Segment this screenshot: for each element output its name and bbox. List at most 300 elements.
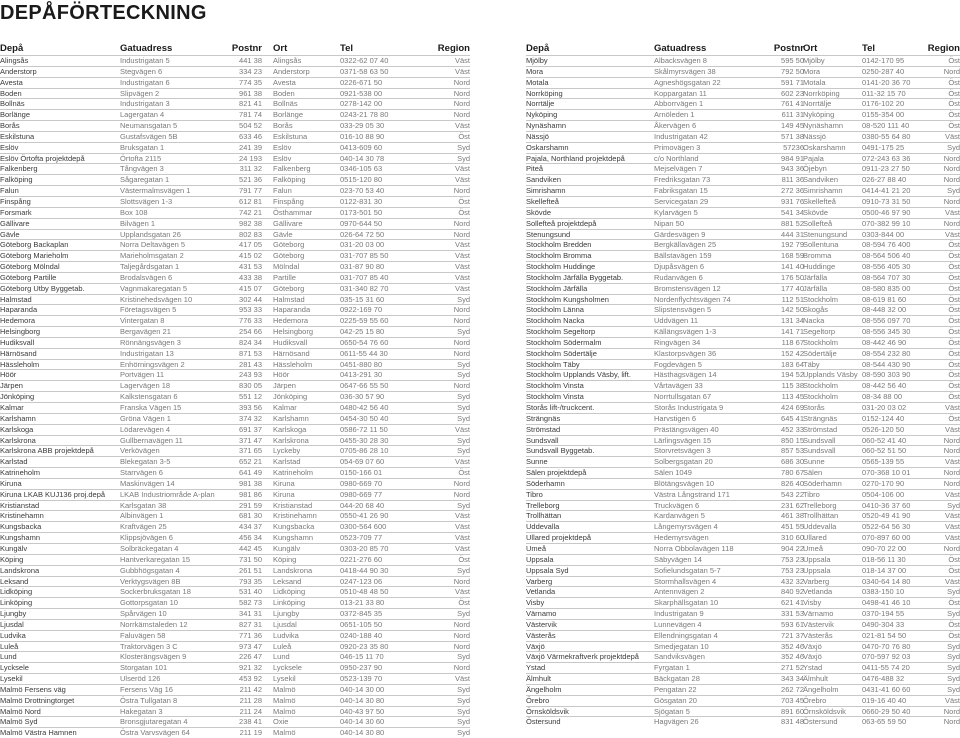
cell-tel: 0651-105 50	[340, 619, 383, 629]
table-row	[0, 66, 470, 77]
cell-depa: Haparanda	[0, 305, 38, 315]
cell-tel: 0322-62 07 40	[340, 56, 389, 65]
cell-tel: 0550-41 26 90	[340, 511, 389, 521]
cell-region: Väst	[454, 283, 470, 293]
cell-tel: 0705-86 28 10	[340, 446, 389, 456]
cell-postnr: 57236	[783, 142, 804, 152]
table-row	[0, 283, 470, 294]
cell-region: Nord	[453, 218, 470, 228]
cell-postnr: 433 38	[239, 272, 262, 282]
cell-depa: Katrineholm	[0, 468, 41, 478]
cell-region: Öst	[948, 598, 960, 608]
cell-tel: 0480-42 56 40	[340, 403, 389, 412]
cell-ort: Finspång	[273, 196, 304, 206]
cell-postnr: 593 61	[781, 619, 804, 629]
cell-gatuadress: Maskinvägen 14	[120, 478, 175, 488]
cell-depa: Västerås	[526, 630, 556, 640]
cell-depa: Kiruna LKAB KUJ136 proj.depå	[0, 489, 106, 499]
cell-ort: Östhammar	[273, 207, 313, 217]
cell-postnr: 571 38	[781, 131, 804, 141]
cell-region: Väst	[944, 207, 960, 217]
cell-depa: Göteborg Mölndal	[0, 262, 60, 272]
cell-postnr: 504 52	[239, 121, 262, 131]
cell-region: Syd	[457, 327, 470, 337]
cell-postnr: 780 67	[781, 468, 804, 478]
cell-ort: Örnsköldsvik	[803, 706, 846, 716]
table-row	[526, 662, 960, 673]
cell-region: Syd	[457, 565, 470, 575]
cell-ort: Örebro	[803, 695, 827, 705]
cell-postnr: 761 41	[781, 99, 804, 109]
cell-postnr: 943 36	[781, 164, 804, 174]
cell-ort: Trollhättan	[803, 511, 839, 521]
cell-gatuadress: Hästhagsvägen 14	[654, 370, 717, 380]
cell-depa: Stockholm Huddinge	[526, 262, 596, 272]
cell-tel: 08-442 56 40	[862, 381, 907, 391]
cell-region: Väst	[944, 424, 960, 434]
cell-ort: Gävle	[273, 229, 293, 239]
cell-depa: Kristinehamn	[0, 511, 44, 521]
cell-postnr: 444 31	[781, 229, 804, 239]
cell-region: Nord	[453, 229, 470, 239]
cell-gatuadress: Sockerbruksgatan 18	[120, 587, 191, 597]
cell-ort: Malmö	[273, 695, 296, 705]
cell-gatuadress: Nipan 50	[654, 218, 685, 228]
table-row	[0, 727, 470, 738]
cell-depa: Järpen	[0, 381, 23, 391]
cell-postnr: 774 35	[239, 77, 262, 87]
table-row	[0, 185, 470, 196]
table-row	[526, 239, 960, 250]
cell-tel: 08-556 097 70	[862, 316, 911, 326]
table-row	[0, 706, 470, 717]
cell-tel: 0141-20 36 70	[862, 77, 911, 87]
cell-depa: Oskarshamn	[526, 142, 569, 152]
table-row	[0, 109, 470, 120]
table-row	[526, 565, 960, 576]
cell-ort: Eslöv	[273, 153, 292, 163]
header-ort: Ort	[273, 43, 288, 54]
cell-ort: Falun	[273, 186, 292, 196]
cell-postnr: 331 53	[781, 609, 804, 619]
cell-ort: Jönköping	[273, 392, 308, 402]
cell-postnr: 374 32	[239, 413, 262, 423]
cell-tel: 0565-139 55	[862, 457, 905, 467]
cell-postnr: 393 56	[239, 403, 262, 412]
table-row	[526, 359, 960, 370]
cell-ort: Järfälla	[803, 272, 828, 282]
cell-gatuadress: Örtofta 2115	[120, 153, 162, 163]
table-row	[0, 445, 470, 456]
cell-tel: 070-597 92 03	[862, 652, 911, 662]
cell-tel: 0250-287 40	[862, 66, 905, 76]
cell-region: Väst	[454, 533, 470, 543]
cell-postnr: 115 38	[781, 381, 804, 391]
cell-tel: 013-21 33 80	[340, 598, 385, 608]
cell-region: Öst	[948, 316, 960, 326]
cell-tel: 0526-120 50	[862, 424, 905, 434]
cell-tel: 026-27 88 40	[862, 175, 907, 185]
cell-ort: Skogås	[803, 305, 829, 315]
cell-gatuadress: Verktygsvägen 8B	[120, 576, 181, 586]
table-row	[526, 109, 960, 120]
cell-gatuadress: Gullbernavägen 11	[120, 435, 183, 445]
cell-ort: Karlskrona	[273, 435, 309, 445]
cell-region: Öst	[458, 598, 470, 608]
cell-depa: Luleå	[0, 641, 19, 651]
cell-gatuadress: Blekegatan 3-5	[120, 457, 171, 467]
cell-postnr: 211 42	[239, 684, 262, 694]
cell-postnr: 802 83	[239, 229, 262, 239]
cell-tel: 0225-59 55 60	[340, 316, 389, 326]
cell-ort: Skellefteå	[803, 196, 836, 206]
cell-ort: Malmö	[273, 706, 296, 716]
cell-ort: Göteborg	[273, 240, 305, 250]
cell-postnr: 451 55	[781, 522, 804, 532]
table-row	[0, 467, 470, 478]
cell-region: Väst	[454, 240, 470, 250]
cell-depa: Sunne	[526, 457, 548, 467]
cell-ort: Mora	[803, 66, 821, 76]
table-row	[526, 500, 960, 511]
cell-depa: Höör	[0, 370, 17, 380]
cell-region: Öst	[948, 294, 960, 304]
cell-ort: Kiruna	[273, 478, 295, 488]
cell-tel: 0504-106 00	[862, 489, 905, 499]
cell-postnr: 241 39	[239, 142, 262, 152]
table-row	[526, 207, 960, 218]
cell-ort: Karlshamn	[273, 413, 309, 423]
cell-postnr: 904 22	[781, 543, 804, 553]
cell-ort: Sundsvall	[803, 435, 836, 445]
cell-ort: Malmö	[273, 728, 296, 738]
cell-ort: Uddevalla	[803, 522, 837, 532]
table-row	[526, 586, 960, 597]
cell-gatuadress: Sågaregatan 1	[120, 175, 170, 185]
cell-postnr: 343 34	[781, 674, 804, 684]
cell-postnr: 602 23	[781, 88, 804, 98]
cell-depa: Växjö	[526, 641, 545, 651]
cell-depa: Borlänge	[0, 110, 31, 120]
table-row	[0, 662, 470, 673]
cell-postnr: 238 41	[239, 717, 262, 727]
table-row	[0, 402, 470, 413]
cell-depa: Stockholm Kungsholmen	[526, 294, 609, 304]
cell-ort: Anderstorp	[273, 66, 310, 76]
table-row	[0, 239, 470, 250]
cell-gatuadress: Solbergsgatan 20	[654, 457, 713, 467]
cell-gatuadress: Säbyvägen 14	[654, 554, 702, 564]
cell-tel: 0176-102 20	[862, 99, 905, 109]
cell-depa: Simrishamn	[526, 186, 566, 196]
table-row	[526, 196, 960, 207]
cell-region: Syd	[457, 153, 470, 163]
table-row	[526, 554, 960, 565]
cell-ort: Kiruna	[273, 489, 295, 499]
cell-postnr: 645 41	[781, 413, 804, 423]
cell-depa: Storås lift-/truckcent.	[526, 403, 595, 412]
cell-gatuadress: Rudanvägen 6	[654, 272, 703, 282]
cell-ort: Nacka	[803, 316, 825, 326]
cell-gatuadress: Norrkämstaleden 12	[120, 619, 188, 629]
cell-ort: Gällivare	[273, 218, 303, 228]
cell-region: Syd	[457, 294, 470, 304]
cell-depa: Ystad	[526, 663, 546, 673]
cell-ort: Järpen	[273, 381, 296, 391]
cell-region: Väst	[944, 522, 960, 532]
cell-postnr: 371 47	[239, 435, 262, 445]
cell-region: Öst	[948, 251, 960, 261]
cell-region: Öst	[948, 305, 960, 315]
cell-tel: 0346-105 63	[340, 164, 383, 174]
cell-region: Nord	[943, 706, 960, 716]
cell-region: Syd	[947, 641, 960, 651]
cell-postnr: 118 67	[781, 337, 804, 347]
cell-depa: Hässleholm	[0, 359, 40, 369]
cell-ort: Upplands Väsby	[803, 370, 858, 380]
table-row	[0, 294, 470, 305]
depot-table-left	[0, 43, 470, 738]
cell-postnr: 953 33	[239, 305, 262, 315]
cell-gatuadress: Pengatan 22	[654, 684, 697, 694]
cell-gatuadress: Djupåsvägen 6	[654, 262, 705, 272]
cell-postnr: 149 45	[781, 121, 804, 131]
cell-depa: Ängelholm	[526, 684, 562, 694]
cell-postnr: 243 93	[239, 370, 262, 380]
table-row	[526, 304, 960, 315]
cell-postnr: 543 22	[781, 489, 804, 499]
cell-postnr: 431 53	[239, 262, 262, 272]
header-region: Region	[927, 43, 960, 54]
cell-region: Syd	[947, 186, 960, 196]
table-row	[526, 391, 960, 402]
cell-tel: 031-20 03 00	[340, 240, 385, 250]
cell-postnr: 826 40	[781, 478, 804, 488]
cell-tel: 070-368 10 01	[862, 468, 911, 478]
cell-postnr: 281 43	[239, 359, 262, 369]
cell-postnr: 881 52	[781, 218, 804, 228]
cell-ort: Falköping	[273, 175, 306, 185]
table-row	[526, 174, 960, 185]
cell-ort: Visby	[803, 598, 822, 608]
cell-gatuadress: Ellendningsgatan 4	[654, 630, 718, 640]
table-row	[526, 142, 960, 153]
cell-depa: Sollefteå projektdepå	[526, 218, 597, 228]
cell-region: Öst	[948, 88, 960, 98]
table-row	[526, 402, 960, 413]
cell-region: Syd	[457, 652, 470, 662]
cell-ort: Trelleborg	[803, 500, 837, 510]
table-row	[526, 608, 960, 619]
cell-region: Öst	[948, 392, 960, 402]
cell-region: Nord	[453, 337, 470, 347]
cell-postnr: 691 37	[239, 424, 262, 434]
cell-gatuadress: Sjögatan 5	[654, 706, 690, 716]
cell-postnr: 961 38	[239, 88, 262, 98]
cell-tel: 0476-488 32	[862, 674, 905, 684]
cell-postnr: 453 92	[239, 674, 262, 684]
cell-postnr: 731 50	[239, 554, 262, 564]
cell-depa: Gällivare	[0, 218, 30, 228]
table-row	[0, 196, 470, 207]
cell-postnr: 531 40	[239, 587, 262, 597]
cell-tel: 0150-166 01	[340, 468, 383, 478]
cell-postnr: 192 79	[781, 240, 804, 250]
cell-ort: Sälen	[803, 468, 823, 478]
cell-postnr: 831 48	[781, 717, 804, 727]
cell-gatuadress: Storgatan 101	[120, 663, 168, 673]
table-row	[526, 120, 960, 131]
table-row	[526, 619, 960, 630]
cell-gatuadress: Albinvägen 1	[120, 511, 164, 521]
cell-gatuadress: Fersens Väg 16	[120, 684, 173, 694]
table-row	[526, 445, 960, 456]
cell-region: Syd	[457, 446, 470, 456]
table-row	[526, 185, 960, 196]
cell-depa: Göteborg Utby Byggetab.	[0, 283, 85, 293]
cell-gatuadress: Bergavägen 21	[120, 327, 171, 337]
cell-ort: Avesta	[273, 77, 296, 87]
cell-gatuadress: Vagnmakaregatan 5	[120, 283, 187, 293]
cell-gatuadress: Gustafsvägen 5B	[120, 131, 178, 141]
cell-postnr: 827 31	[239, 619, 262, 629]
cell-region: Öst	[948, 630, 960, 640]
cell-ort: Järfälla	[803, 283, 828, 293]
cell-ort: Lund	[273, 652, 290, 662]
table-row	[0, 218, 470, 229]
table-row	[526, 456, 960, 467]
cell-region: Öst	[458, 468, 470, 478]
cell-region: Öst	[948, 262, 960, 272]
table-row	[0, 369, 470, 380]
cell-tel: 0523-139 70	[340, 674, 383, 684]
table-row	[0, 695, 470, 706]
cell-tel: 0980-669 70	[340, 478, 383, 488]
table-row	[526, 413, 960, 424]
cell-postnr: 334 23	[239, 66, 262, 76]
cell-region: Syd	[457, 392, 470, 402]
cell-gatuadress: Gubbhögsgatan 4	[120, 565, 180, 575]
cell-depa: Falun	[0, 186, 19, 196]
cell-gatuadress: Långemyrsvägen 4	[654, 522, 718, 532]
cell-postnr: 681 30	[239, 511, 262, 521]
cell-gatuadress: Industrigatan 9	[654, 609, 704, 619]
cell-depa: Stockholm Nacka	[526, 316, 585, 326]
cell-gatuadress: Brodalsvägen 6	[120, 272, 173, 282]
cell-postnr: 742 21	[239, 207, 262, 217]
cell-gatuadress: Primovägen 3	[654, 142, 701, 152]
cell-gatuadress: Hakegatan 3	[120, 706, 163, 716]
cell-ort: Halmstad	[273, 294, 305, 304]
cell-tel: 031-707 85 40	[340, 272, 389, 282]
cell-tel: 0380-55 64 80	[862, 131, 911, 141]
cell-region: Nord	[453, 99, 470, 109]
cell-gatuadress: Källängsvägen 1-3	[654, 327, 717, 337]
cell-ort: Öjebyn	[803, 164, 827, 174]
cell-gatuadress: Solbräckegatan 4	[120, 543, 179, 553]
cell-ort: Göteborg	[273, 283, 305, 293]
cell-region: Öst	[458, 196, 470, 206]
cell-gatuadress: Ringvägen 34	[654, 337, 701, 347]
cell-tel: 036-30 57 90	[340, 392, 385, 402]
cell-gatuadress: Starrvägen 6	[120, 468, 163, 478]
cell-tel: 0142-170 95	[862, 56, 905, 65]
cell-ort: Hedemora	[273, 316, 309, 326]
cell-region: Väst	[454, 251, 470, 261]
cell-gatuadress: Fogdevägen 5	[654, 359, 702, 369]
cell-ort: Motala	[803, 77, 826, 87]
cell-tel: 0454-30 50 40	[340, 413, 389, 423]
cell-postnr: 341 31	[239, 609, 262, 619]
cell-tel: 070-382 99 10	[862, 218, 911, 228]
table-row	[0, 576, 470, 587]
cell-ort: Pajala	[803, 153, 824, 163]
cell-ort: Sunne	[803, 457, 825, 467]
cell-ort: Mjölby	[803, 56, 825, 65]
table-row	[0, 489, 470, 500]
cell-depa: Landskrona	[0, 565, 40, 575]
table-row	[0, 424, 470, 435]
cell-depa: Halmstad	[0, 294, 32, 304]
cell-ort: Värnamo	[803, 609, 834, 619]
cell-depa: Karlshamn	[0, 413, 36, 423]
cell-depa: Gävle	[0, 229, 20, 239]
cell-gatuadress: Fabriksgatan 15	[654, 186, 708, 196]
cell-depa: Örnsköldsvik	[526, 706, 569, 716]
cell-postnr: 611 31	[781, 110, 804, 120]
cell-depa: Stockholm Länna	[526, 305, 584, 315]
cell-postnr: 973 47	[239, 641, 262, 651]
cell-tel: 0500-46 97 90	[862, 207, 911, 217]
table-row	[0, 619, 470, 630]
cell-region: Syd	[947, 684, 960, 694]
cell-region: Väst	[454, 587, 470, 597]
table-row	[526, 283, 960, 294]
cell-ort: Landskrona	[273, 565, 313, 575]
table-row	[0, 391, 470, 402]
cell-postnr: 211 24	[239, 706, 262, 716]
cell-gatuadress: Bruksgatan 1	[120, 142, 165, 152]
cell-ort: Stockholm	[803, 294, 839, 304]
cell-region: Väst	[944, 511, 960, 521]
cell-gatuadress: Kristinehedsvägen 10	[120, 294, 193, 304]
cell-depa: Nässjö	[526, 131, 549, 141]
cell-region: Syd	[457, 695, 470, 705]
table-body	[0, 55, 470, 738]
table-row	[526, 510, 960, 521]
cell-tel: 08-564 707 30	[862, 272, 911, 282]
cell-tel: 0980-669 77	[340, 489, 383, 499]
cell-postnr: 633 46	[239, 131, 262, 141]
cell-region: Syd	[947, 652, 960, 662]
cell-tel: 0470-70 76 80	[862, 641, 911, 651]
cell-depa: Sandviken	[526, 175, 562, 185]
cell-ort: Strömstad	[803, 424, 838, 434]
cell-tel: 040-14 30 80	[340, 695, 385, 705]
cell-gatuadress: Norra Deltavägen 5	[120, 240, 186, 250]
cell-ort: Kungshamn	[273, 533, 314, 543]
cell-region: Syd	[457, 435, 470, 445]
cell-region: Nord	[943, 66, 960, 76]
table-row	[526, 272, 960, 283]
cell-gatuadress: Faluvägen 58	[120, 630, 166, 640]
cell-tel: 0243-21 78 80	[340, 110, 389, 120]
cell-postnr: 791 77	[239, 186, 262, 196]
cell-tel: 0922-169 70	[340, 305, 383, 315]
cell-depa: Hedemora	[0, 316, 36, 326]
cell-ort: Kalmar	[273, 403, 297, 412]
cell-gatuadress: Fredriksgatan 73	[654, 175, 711, 185]
